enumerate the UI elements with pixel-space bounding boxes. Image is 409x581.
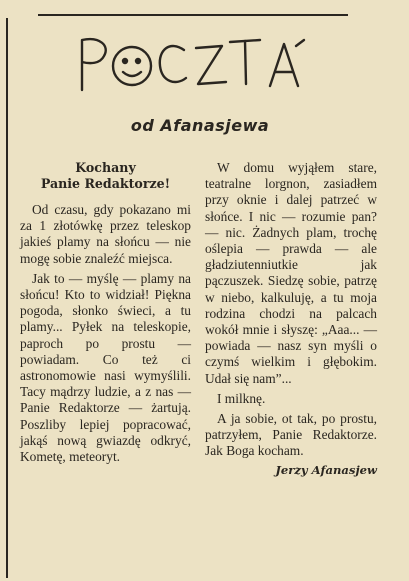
greeting-line-2: Panie Redaktorze! (40, 176, 171, 191)
letter-column-2 (205, 160, 377, 478)
paragraph: Od czasu, gdy pokazano mi za 1 złotówkę przez teleskop jakieś plamy na słońcu — nie mogę sobie znaleźć miejsca. (20, 202, 191, 266)
column-subtitle: od Afanasjewa (130, 116, 270, 135)
masthead-logo (60, 26, 310, 98)
masthead-lettering-drawing (60, 26, 310, 98)
letter-greeting (20, 160, 191, 192)
top-rule (38, 14, 348, 16)
letter-column-1 (20, 160, 191, 465)
paragraph: A ja sobie, ot tak, po prostu, patrzyłem, Panie Redaktorze. Jak Boga kocham. (205, 411, 377, 459)
paragraph: W domu wyjąłem stare, teatralne lorgnon, zasiadłem przy oknie i dalej patrzeć w słońce. I nic — rozumie pan? — nic. Żadnych plam, trochę oślepia — prawda — ale gładziutenniutkie jak pączuszek. Siedzę sobie, patrzę w niebo, kalkuluję, a tu moja rodzina chodzi na palcach wokół mnie i słyszę: „Aaa... — powiada — nasz syn myśli o czymś wielkim i głębokim. Udał się nam”... (205, 160, 377, 386)
left-rule (6, 18, 8, 578)
paragraph: Jak to — myślę — plamy na słońcu! Kto to widział! Piękna pogoda, słonko świeci, a tu plamy... Pyłek na teleskopie, paproch po prostu — powiadam. Co też ci astronomowie nasi wymyślili. Tacy mądrzy ludzie, a z nas — Panie Redaktorze — żartują. Poszliby lepiej popracować, jakąś nową gwiazdę odkryć, Kometę, meteoryt. (20, 270, 191, 465)
paragraph: I milknę. (217, 390, 266, 406)
author-signature: Jerzy Afanasjew (275, 462, 377, 477)
greeting-line-1: Kochany (75, 160, 136, 175)
